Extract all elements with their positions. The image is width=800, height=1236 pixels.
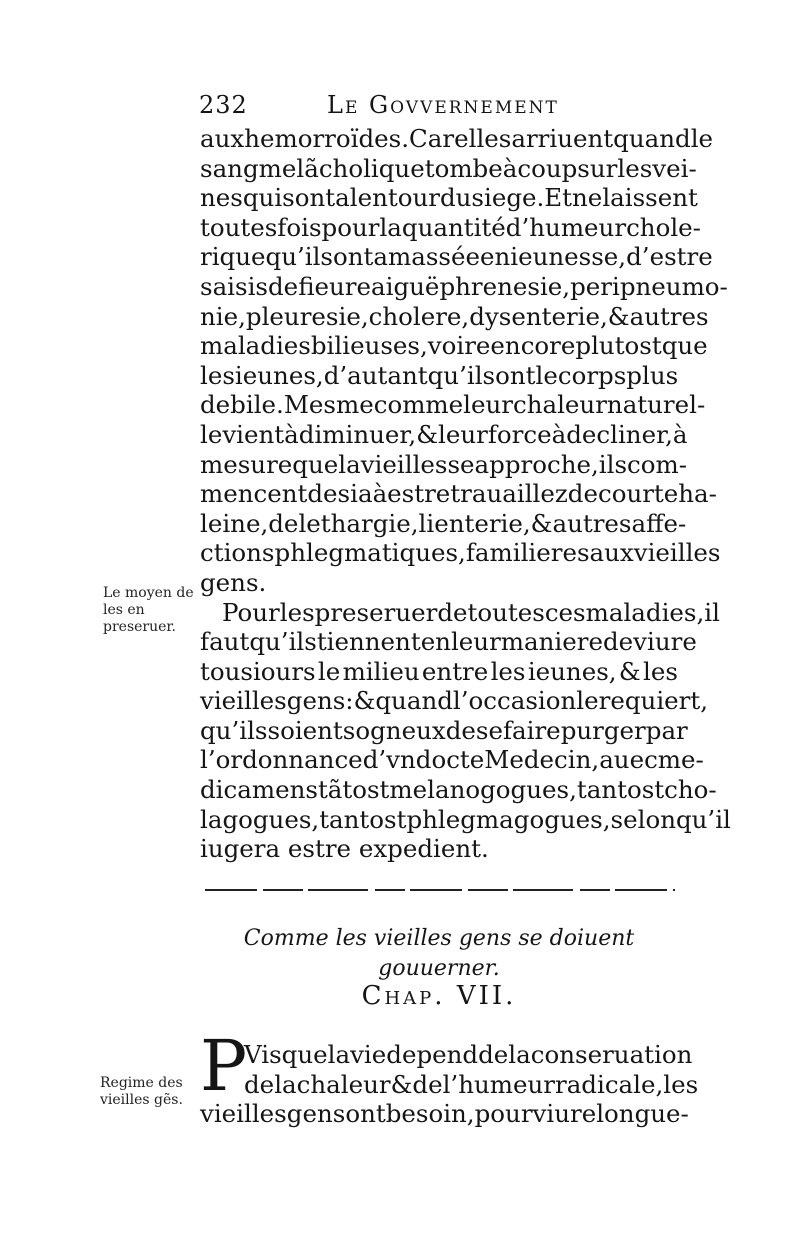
- text-line: le vient à diminuer, & leur force à decliner, à: [200, 419, 688, 449]
- text-line: qu’ils soient sogneux de se faire purger par: [200, 715, 688, 745]
- text-line: les ieunes, d’autant qu’ils ont le corps plus: [200, 360, 679, 390]
- text-line: tousiours le milieu entre les ieunes, & les: [200, 656, 678, 686]
- text-line: vieilles gens ont besoin, pour viure longue-: [200, 1099, 689, 1129]
- ornamental-rule: [205, 885, 675, 895]
- text-line: rique qu’ils ont amassée en ieunesse, d’estre: [200, 242, 713, 272]
- margin-note: Regime des vieilles gẽs.: [100, 1075, 183, 1108]
- chapter-title: Comme les vieilles gens se doiuent: [243, 926, 635, 951]
- text-line: ctions phlegmatiques, familieres aux vieilles: [200, 538, 721, 568]
- text-line: gens.: [200, 567, 267, 597]
- text-line: Vis que la vie depend de la conseruation: [244, 1040, 693, 1069]
- text-line: de la chaleur & de l’humeur radicale, les: [244, 1069, 699, 1099]
- text-line: mencent desia à estre trauaillez de courte ha-: [200, 479, 717, 509]
- text-line: vieilles gens: & quand l’occasion le requiert,: [200, 686, 708, 716]
- text-line: saisis de fieure aiguë phrenesie, peripneumo-: [200, 271, 728, 301]
- text-line: nie, pleuresie, cholere, dysenterie, & autres: [200, 301, 709, 331]
- text-line: toutesfois pour la quantité d’humeur chole-: [200, 212, 701, 242]
- margin-note: Le moyen de les en preseruer.: [103, 585, 194, 635]
- text-line: mesure que la vieillesse approche, ils com-: [200, 449, 688, 479]
- text-block: [200, 1040, 699, 1129]
- text-line: nes qui sont alentour du siege. Et ne laissent: [200, 183, 698, 213]
- running-title: Le Govvernement: [327, 91, 559, 119]
- text-line: sang melãcholique tombe à coup sur les vei-: [200, 153, 697, 183]
- page-number: 232: [199, 91, 248, 119]
- text-line: aux hemorroïdes. Car elles arriuent quand le: [200, 124, 714, 153]
- text-line: dicamens tãtost melanogogues, tantost cho-: [200, 775, 717, 805]
- text-line: iugera estre expedient.: [200, 834, 489, 864]
- text-line: maladies bilieuses, voire encore plutost que: [200, 331, 708, 361]
- chapter-title-continued: gouuerner.: [378, 956, 500, 981]
- text-line: lagogues, tantost phlegmagogues, selon qu’il: [200, 804, 731, 834]
- text-line: leine, de lethargie, lienterie, & autres affe-: [200, 508, 687, 538]
- text-line: l’ordonnance d’vn docte Medecin, auec me-: [200, 745, 704, 775]
- drop-capital: P: [200, 1025, 248, 1107]
- running-head: [199, 88, 599, 122]
- text-line: debile. Mesme comme leur chaleur naturel-: [200, 390, 706, 420]
- text-line: faut qu’ils tiennent en leur maniere de viure: [200, 627, 697, 657]
- text-block: [200, 124, 731, 864]
- chapter-number: Chap. VII.: [361, 981, 517, 1011]
- text-line: Pour les preseruer de toutes ces maladies, il: [222, 597, 720, 627]
